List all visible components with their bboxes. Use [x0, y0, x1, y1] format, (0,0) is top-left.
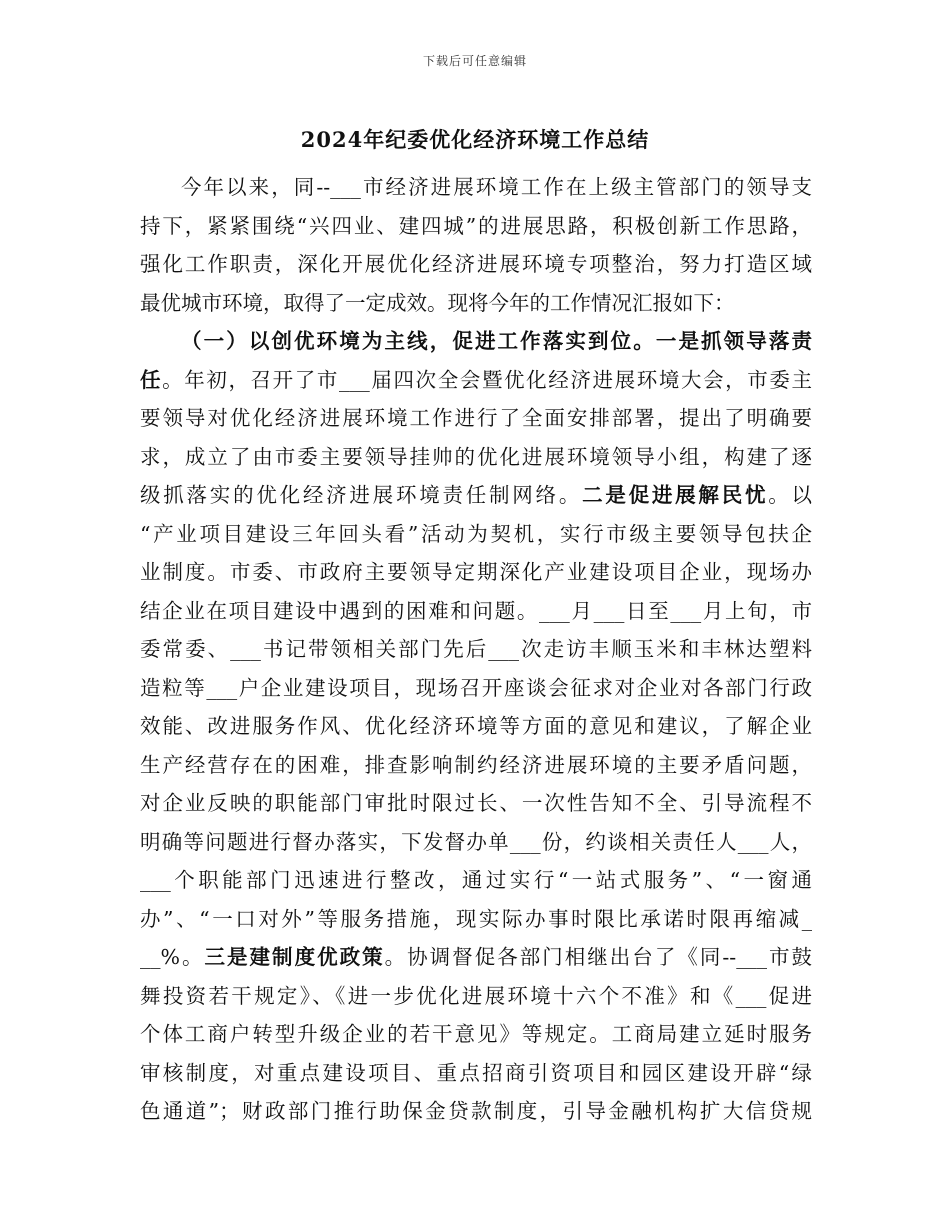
text-segment: 强化工作职责，深化开展优化经济进展环境专项整治，努力打造区域 [140, 252, 812, 276]
bold-text-segment: （一）以创优环境为主线，促进工作落实到位。一是抓领导落责 [181, 329, 812, 353]
document-body [140, 168, 812, 1131]
text-line [140, 977, 812, 1016]
text-segment: 要领导对优化经济进展环境工作进行了全面安排部署，提出了明确要 [140, 406, 812, 430]
text-segment: 。以 [768, 483, 812, 507]
text-segment: 。协调督促各部门相继出台了《同--___市鼓 [384, 945, 812, 969]
text-line [140, 438, 812, 477]
text-line [140, 553, 812, 592]
text-segment: 级抓落实的优化经济进展环境责任制网络。 [140, 483, 583, 507]
page-header-note: 下载后可任意编辑 [422, 54, 527, 68]
text-line [140, 399, 812, 438]
text-line [140, 361, 812, 400]
bold-text-segment: 二是促进展解民忧 [582, 483, 769, 507]
document-title: 2024年纪委优化经济环境工作总结 [300, 127, 650, 152]
text-line [140, 900, 812, 939]
text-segment: 求，成立了由市委主要领导挂帅的优化进展环境领导小组，构建了逐 [140, 444, 812, 469]
text-line [140, 707, 812, 746]
text-line [140, 823, 812, 862]
text-line [140, 515, 812, 554]
text-line [140, 669, 812, 708]
text-line [140, 938, 812, 977]
text-line [140, 207, 812, 246]
text-segment: 色通道”；财政部门推行助保金贷款制度，引导金融机构扩大信贷规 [140, 1099, 812, 1123]
text-segment: 。年初，召开了市___届四次全会暨优化经济进展环境大会，市委主 [162, 367, 812, 392]
text-segment: __%。 [140, 945, 205, 969]
text-segment: 委常委、___书记带领相关部门先后___次走访丰顺玉米和丰林达塑料 [140, 637, 812, 661]
text-segment: 对企业反映的职能部门审批时限过长、一次性告知不全、引导流程不 [140, 791, 812, 815]
text-line [140, 784, 812, 823]
text-segment: 生产经营存在的困难，排查影响制约经济进展环境的主要矛盾问题， [140, 752, 812, 777]
text-segment: 效能、改进服务作风、优化经济环境等方面的意见和建议，了解企业 [140, 714, 812, 738]
text-line [140, 630, 812, 669]
text-segment: “产业项目建设三年回头看”活动为契机，实行市级主要领导包扶企 [140, 521, 812, 546]
text-line [140, 861, 812, 900]
text-line [140, 476, 812, 515]
text-segment: 明确等问题进行督办落实，下发督办单___份，约谈相关责任人___人， [140, 829, 812, 854]
text-line [140, 1054, 812, 1093]
text-line [140, 1015, 812, 1054]
text-segment: 审核制度，对重点建设项目、重点招商引资项目和园区建设开辟“绿 [140, 1060, 812, 1085]
bold-text-segment: 任 [140, 367, 163, 392]
text-line [140, 284, 812, 323]
text-segment: 最优城市环境，取得了一定成效。现将今年的工作情况汇报如下： [140, 290, 735, 315]
text-line [140, 1092, 812, 1131]
text-segment: 个体工商户转型升级企业的若干意见》等规定。工商局建立延时服务 [140, 1022, 812, 1046]
text-segment: 结企业在项目建设中遇到的困难和问题。___月___日至___月上旬，市 [140, 598, 812, 623]
text-line [140, 592, 812, 631]
text-line [140, 746, 812, 785]
text-line [140, 168, 812, 207]
text-segment: 造粒等___户企业建设项目，现场召开座谈会征求对企业对各部门行政 [140, 675, 812, 700]
text-line [140, 245, 812, 284]
text-segment: 办”、“一口对外”等服务措施，现实际办事时限比承诺时限再缩减_ [140, 906, 812, 931]
text-segment: ___个职能部门迅速进行整改，通过实行“一站式服务”、“一窗通 [140, 868, 812, 892]
text-segment: 持下，紧紧围绕“兴四业、建四城”的进展思路，积极创新工作思路， [140, 213, 812, 238]
text-line [140, 322, 812, 361]
text-segment: 舞投资若干规定》、《进一步优化进展环境十六个不准》和《___促进 [140, 983, 812, 1008]
text-segment: 今年以来，同--___市经济进展环境工作在上级主管部门的领导支 [181, 175, 812, 199]
text-segment: 业制度。市委、市政府主要领导定期深化产业建设项目企业，现场办 [140, 560, 812, 584]
bold-text-segment: 三是建制度优政策 [204, 945, 385, 969]
